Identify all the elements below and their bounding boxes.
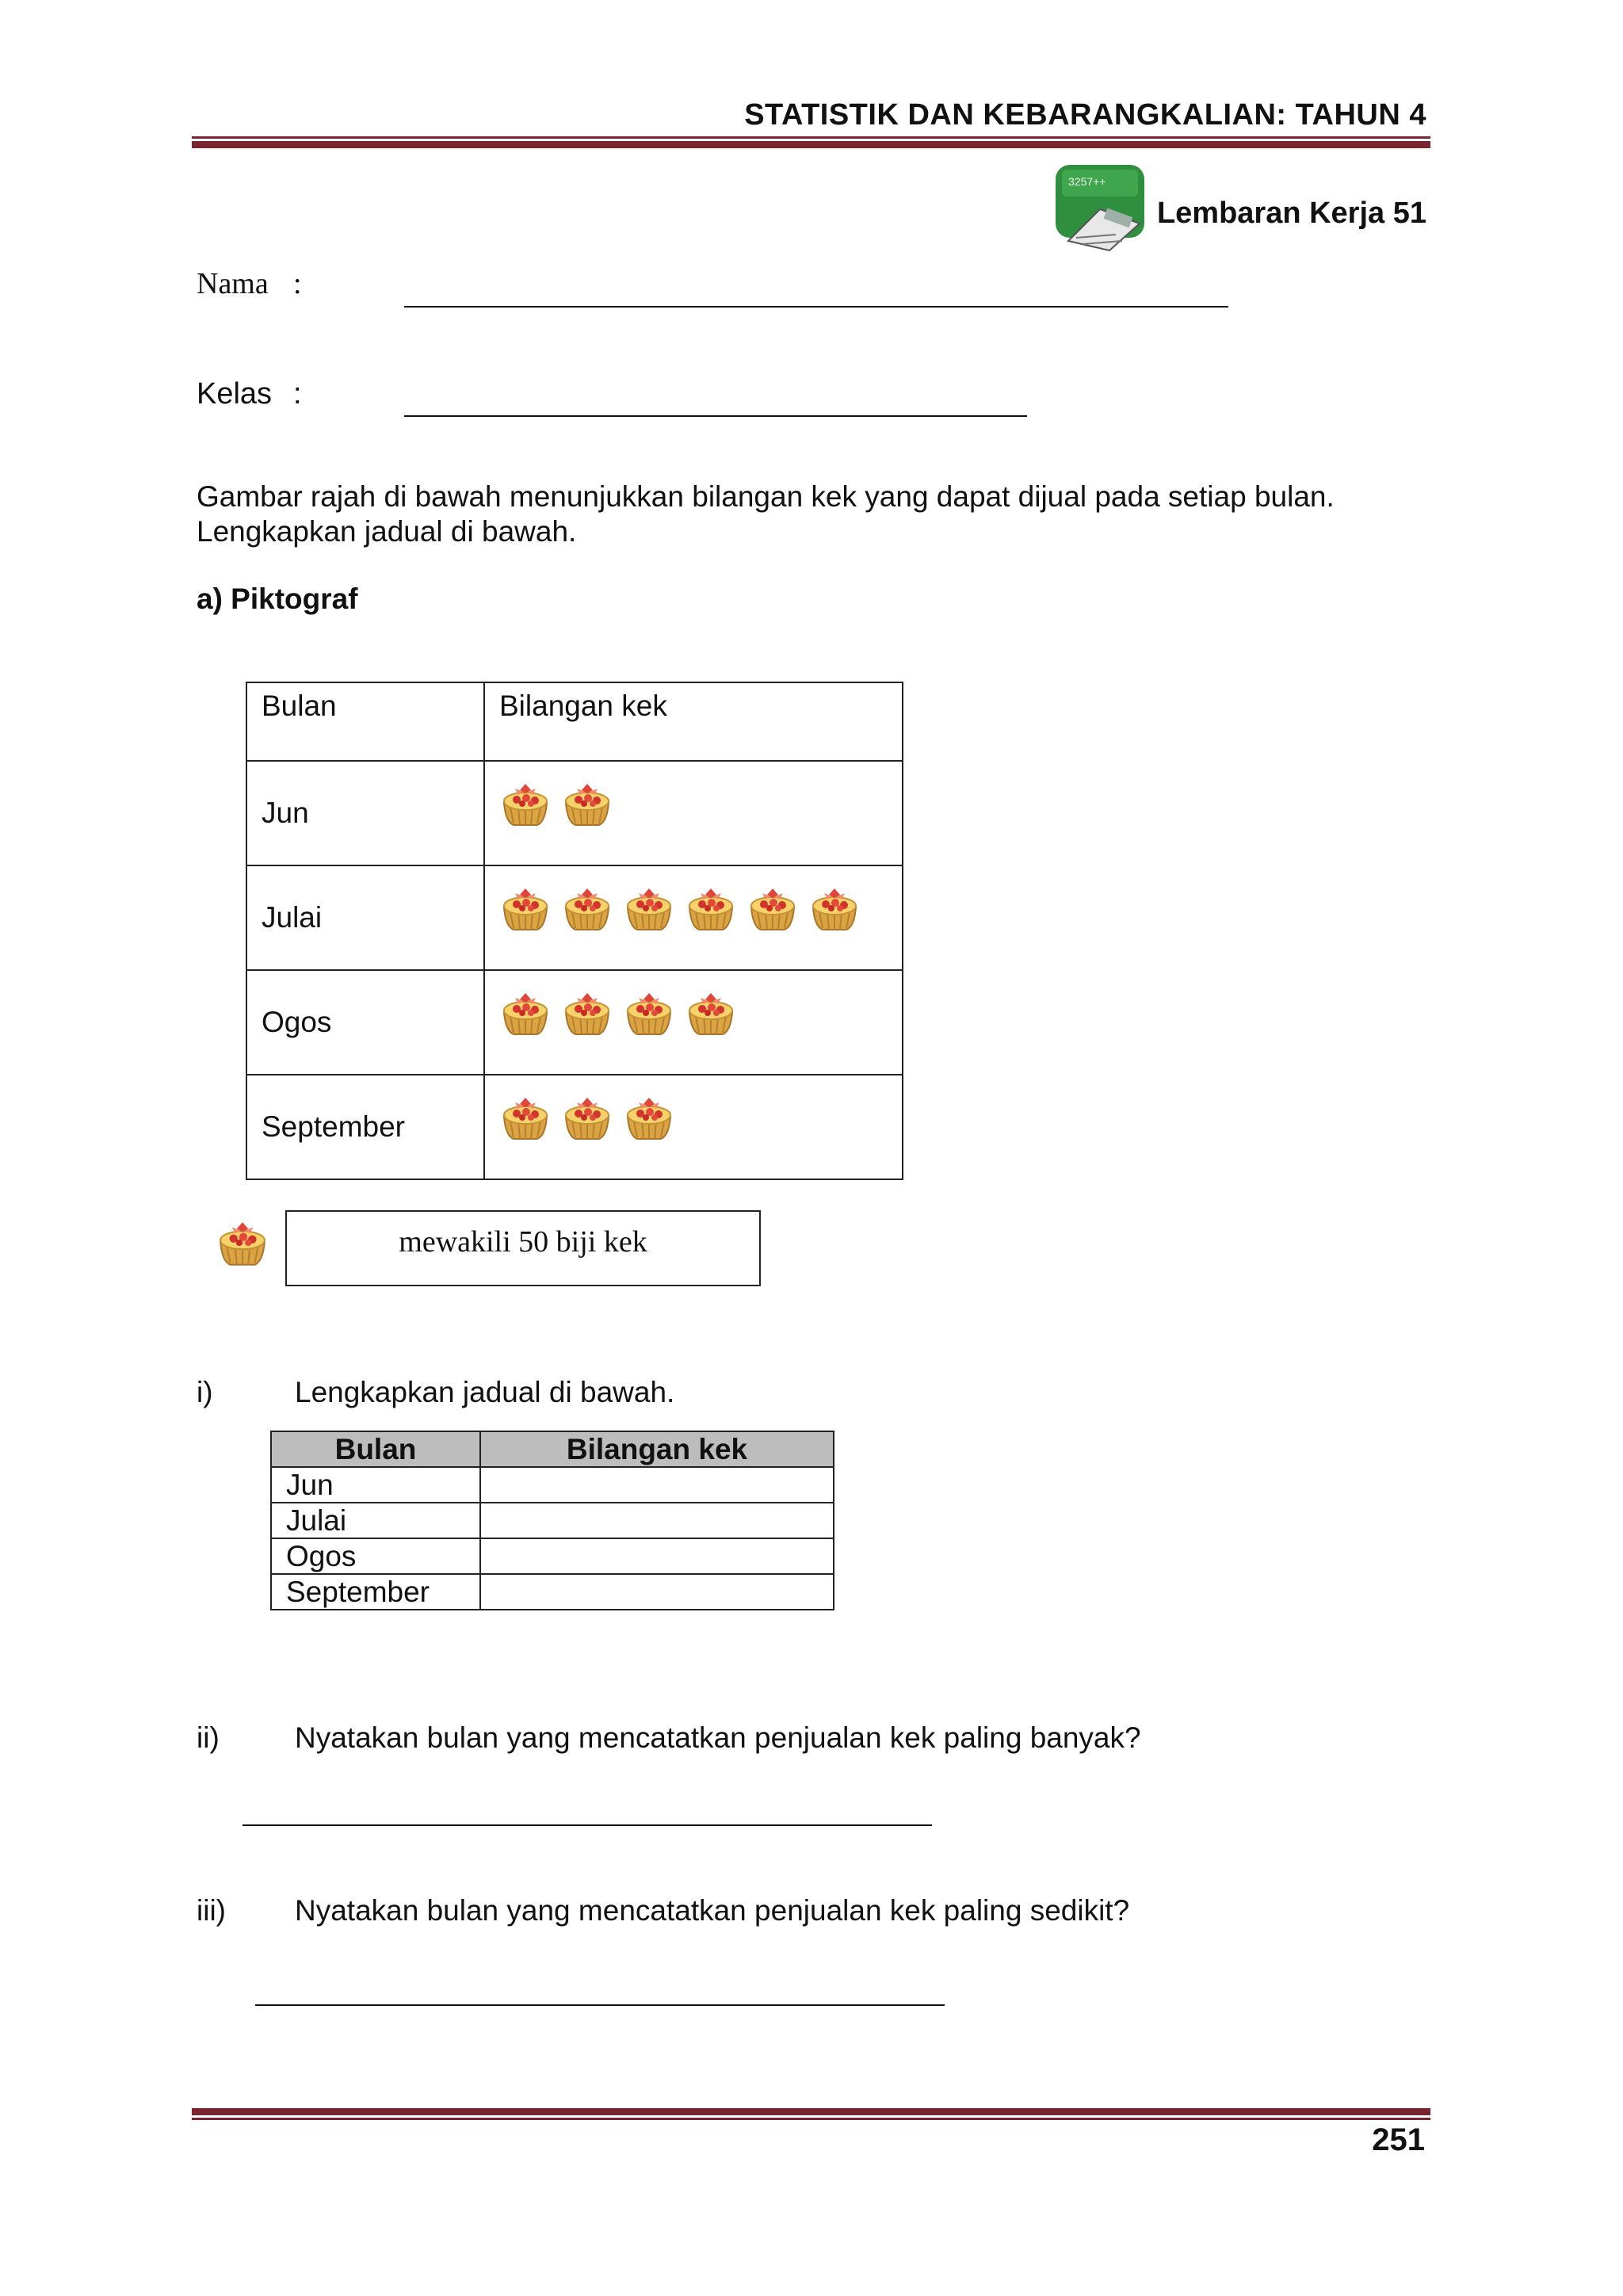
question-3-text: Nyatakan bulan yang mencatatkan penjualan kek paling sedikit? — [295, 1894, 1130, 1927]
footer-rule-thin — [192, 2118, 1430, 2120]
class-answer-line[interactable] — [404, 415, 1027, 417]
page-number: 251 — [1372, 2122, 1425, 2157]
instructions — [197, 479, 1433, 549]
header-rule-thin — [192, 136, 1430, 139]
table-row — [271, 1467, 834, 1503]
pictograph-cakes — [484, 970, 903, 1075]
worksheet-label: Lembaran Kerja 51 — [1156, 197, 1426, 230]
pictograph-month: September — [246, 1075, 484, 1179]
cake-icon — [685, 884, 737, 936]
key-cake-icon — [216, 1217, 269, 1271]
answer-month: Jun — [271, 1467, 480, 1503]
question-2-number: ii) — [197, 1721, 220, 1754]
cake-icon — [499, 1093, 552, 1145]
header-rule-thick — [192, 141, 1430, 148]
question-1-number: i) — [197, 1376, 213, 1408]
answer-count-cell[interactable] — [480, 1538, 834, 1574]
pictograph-month: Jun — [246, 761, 484, 865]
answer-count-cell[interactable] — [480, 1503, 834, 1538]
question-3-number: iii) — [197, 1894, 226, 1927]
pictograph-cakes — [484, 1075, 903, 1179]
pictograph-header-month: Bulan — [246, 682, 484, 761]
pictograph-table — [246, 682, 903, 1180]
pictograph-cakes — [484, 865, 903, 970]
cake-icon — [561, 884, 613, 936]
question-2-text: Nyatakan bulan yang mencatatkan penjualan kek paling banyak? — [295, 1721, 1141, 1754]
name-answer-line[interactable] — [404, 306, 1228, 308]
cake-icon — [499, 988, 552, 1041]
class-separator: : — [293, 377, 302, 411]
cake-icon — [685, 988, 737, 1041]
cake-icon — [561, 988, 613, 1041]
cake-icon — [808, 884, 861, 936]
answer-header-month: Bulan — [271, 1431, 480, 1467]
name-separator: : — [293, 267, 302, 300]
question-1-text: Lengkapkan jadual di bawah. — [295, 1376, 675, 1408]
cake-icon — [623, 1093, 675, 1145]
footer-rule-thick — [192, 2108, 1430, 2115]
answer-header-count: Bilangan kek — [480, 1431, 834, 1467]
pictograph-header-count: Bilangan kek — [484, 682, 903, 761]
cake-icon — [623, 988, 675, 1041]
pictograph-row — [246, 1075, 903, 1179]
cake-icon — [747, 884, 799, 936]
cake-icon — [623, 884, 675, 936]
answer-table — [270, 1431, 834, 1610]
svg-text:3257++: 3257++ — [1068, 175, 1106, 188]
pictograph-month: Julai — [246, 865, 484, 970]
question-2-answer-line[interactable] — [242, 1824, 932, 1826]
pictograph-header-row — [246, 682, 903, 761]
class-label: Kelas — [197, 377, 273, 411]
table-row — [271, 1503, 834, 1538]
answer-month: September — [271, 1574, 480, 1610]
calculator-chalkboard-icon — [1052, 162, 1154, 254]
answer-count-cell[interactable] — [480, 1467, 834, 1503]
answer-month: Ogos — [271, 1538, 480, 1574]
answer-count-cell[interactable] — [480, 1574, 834, 1610]
table-row — [271, 1574, 834, 1610]
instruction-line-2: Lengkapkan jadual di bawah. — [197, 515, 577, 548]
header-title: STATISTIK DAN KEBARANGKALIAN: TAHUN 4 — [744, 98, 1426, 132]
name-label: Nama — [197, 267, 269, 300]
section-title: a) Piktograf — [197, 583, 358, 615]
pictograph-row — [246, 761, 903, 865]
pictograph-month: Ogos — [246, 970, 484, 1075]
pictograph-row — [246, 970, 903, 1075]
question-3-answer-line[interactable] — [255, 2004, 945, 2006]
pictograph-key: mewakili 50 biji kek — [285, 1210, 761, 1286]
cake-icon — [561, 1093, 613, 1145]
cake-icon — [499, 779, 552, 831]
cake-icon — [561, 779, 613, 831]
instruction-line-1: Gambar rajah di bawah menunjukkan bilangan kek yang dapat dijual pada setiap bulan. — [197, 480, 1335, 513]
pictograph-row — [246, 865, 903, 970]
table-row — [271, 1538, 834, 1574]
answer-month: Julai — [271, 1503, 480, 1538]
answer-header-row — [271, 1431, 834, 1467]
pictograph-cakes — [484, 761, 903, 865]
cake-icon — [499, 884, 552, 936]
